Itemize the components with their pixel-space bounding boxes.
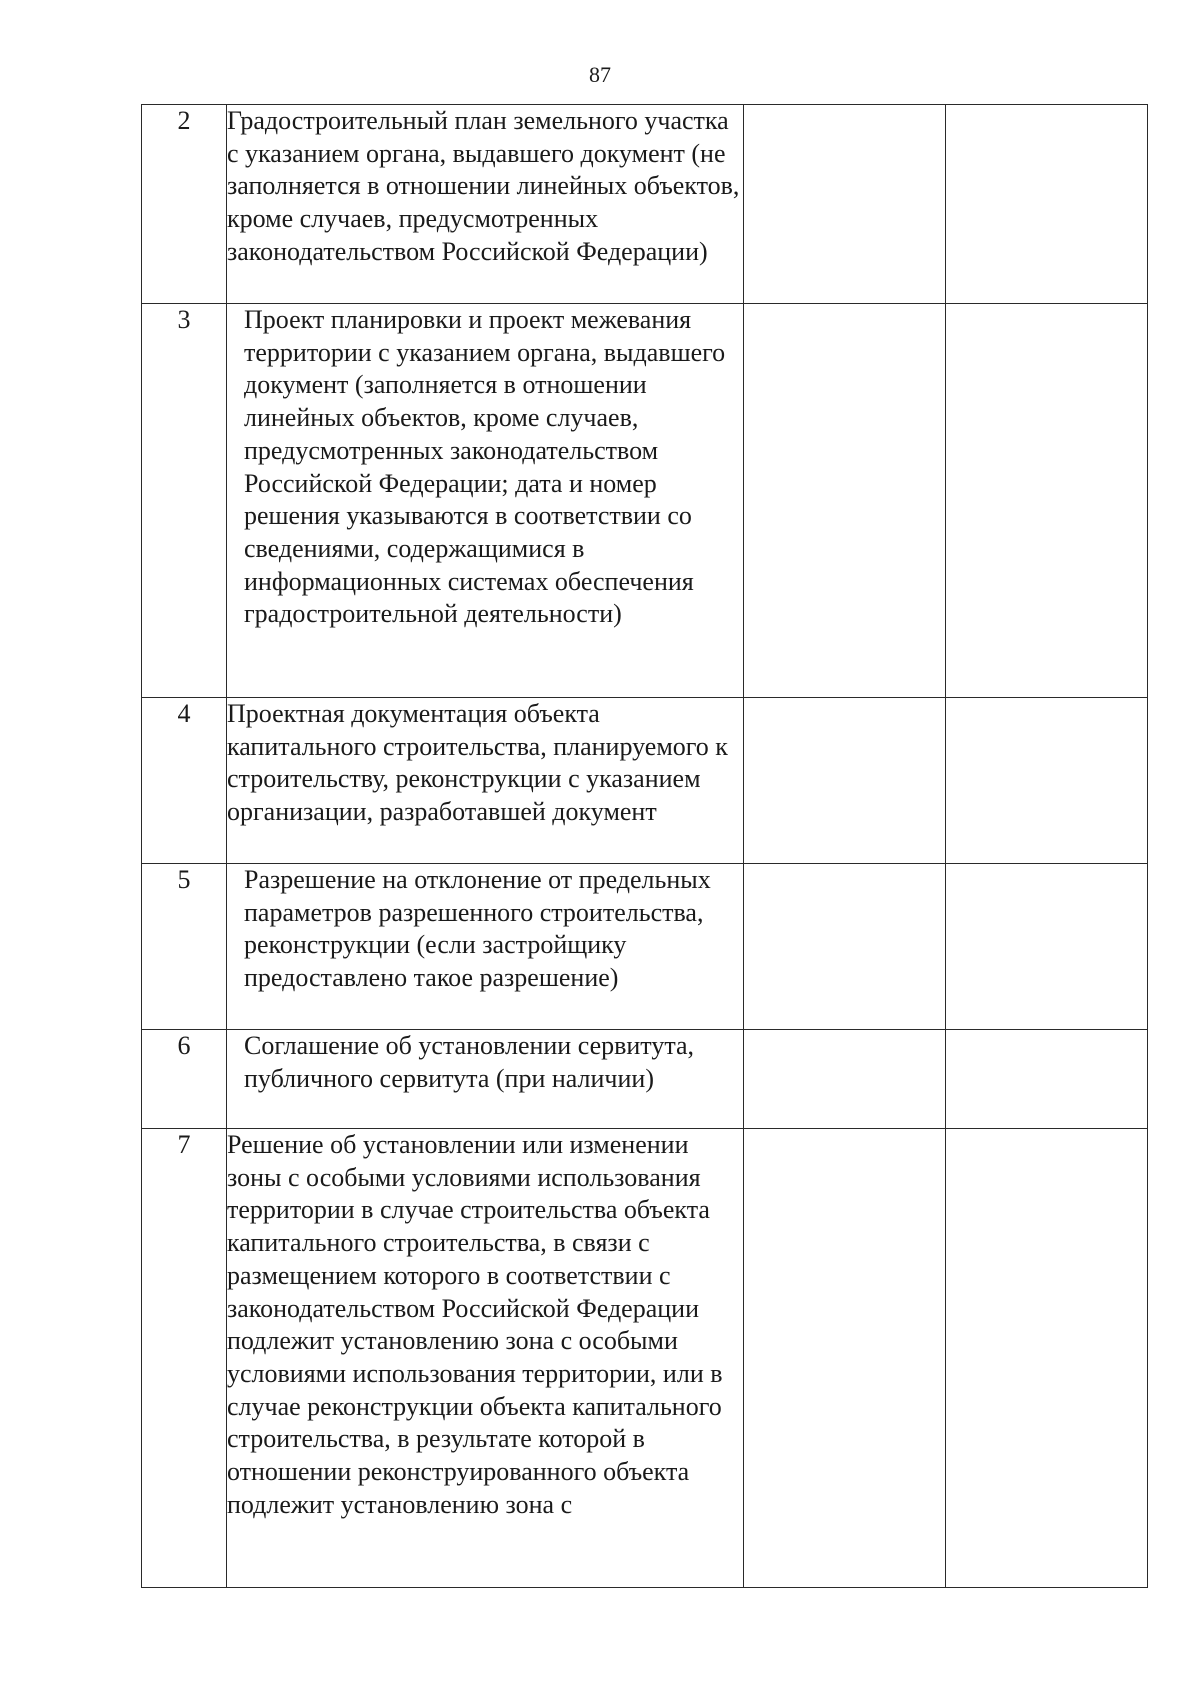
description-text: Градостроительный план земельного участка с указанием органа, выдавшего документ (не заполняется в отношении линейных объектов, кроме случаев, предусмотренных законодательством Российской Федерации) (227, 106, 740, 266)
document-description (227, 864, 744, 1030)
row-number: 2 (142, 105, 227, 304)
empty-cell (744, 864, 946, 1030)
description-text: Проектная документация объекта капитального строительства, планируемого к строительству, реконструкции с указанием организации, разработавшей документ (227, 699, 728, 827)
description-text: Соглашение об установлении сервитута, публичного сервитута (при наличии) (244, 1031, 695, 1093)
row-number: 3 (142, 304, 227, 698)
table-row (142, 698, 1148, 864)
empty-cell (946, 304, 1148, 698)
empty-cell (946, 698, 1148, 864)
table-row (142, 1129, 1148, 1588)
empty-cell (744, 304, 946, 698)
empty-cell (744, 1129, 946, 1588)
empty-cell (946, 864, 1148, 1030)
table-row (142, 304, 1148, 698)
table-row (142, 1030, 1148, 1129)
row-number: 4 (142, 698, 227, 864)
row-number: 7 (142, 1129, 227, 1588)
empty-cell (744, 1030, 946, 1129)
table-row (142, 864, 1148, 1030)
description-text: Решение об установлении или изменении зоны с особыми условиями использования территории в случае строительства объекта капитального строительства, в связи с размещением которого в соответствии с законодательством Российской Федерации подлежит установлению зона с особыми условиями использования территории, или в случае реконструкции объекта капитального строительства, в результате которой в отношении реконструированного объекта подлежит установлению зона с (227, 1130, 723, 1519)
document-description (227, 105, 744, 304)
document-description (227, 698, 744, 864)
empty-cell (946, 105, 1148, 304)
documents-table (141, 104, 1148, 1588)
empty-cell (744, 698, 946, 864)
row-number: 6 (142, 1030, 227, 1129)
empty-cell (744, 105, 946, 304)
description-text: Проект планировки и проект межевания территории с указанием органа, выдавшего документ (заполняется в отношении линейных объектов, кроме случаев, предусмотренных законодательством Российской Федерации; дата и номер решения указываются в соответствии со сведениями, содержащимися в информационных системах обеспечения градостроительной деятельности) (244, 305, 726, 629)
document-description (227, 304, 744, 698)
empty-cell (946, 1129, 1148, 1588)
table-row (142, 105, 1148, 304)
description-text: Разрешение на отклонение от предельных параметров разрешенного строительства, реконструкции (если застройщику предоставлено такое разрешение) (244, 865, 711, 993)
page-number: 87 (589, 62, 611, 87)
row-number: 5 (142, 864, 227, 1030)
document-description (227, 1129, 744, 1588)
empty-cell (946, 1030, 1148, 1129)
document-description (227, 1030, 744, 1129)
